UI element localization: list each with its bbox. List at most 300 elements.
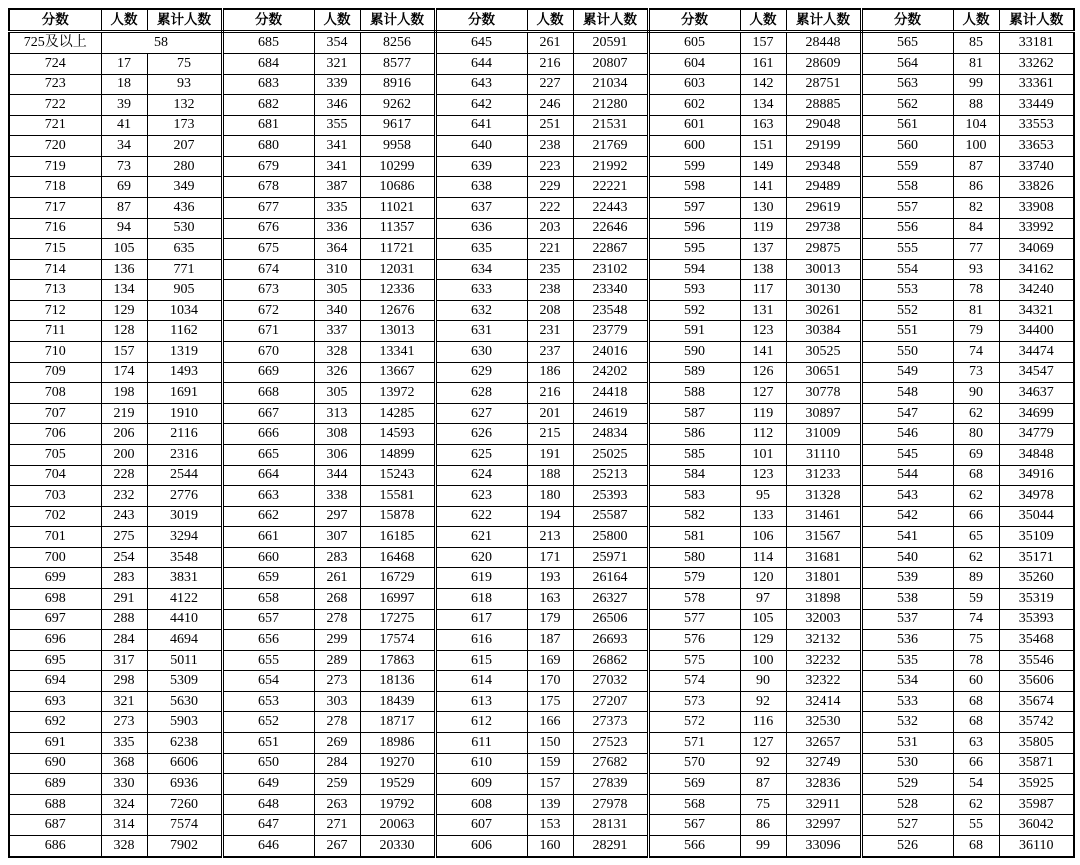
count-cell: 116 bbox=[740, 712, 786, 733]
cumulative-cell: 93 bbox=[147, 74, 222, 95]
score-cell: 624 bbox=[435, 465, 527, 486]
cumulative-cell: 17275 bbox=[360, 609, 435, 630]
table-row bbox=[9, 383, 1074, 404]
cumulative-cell: 7902 bbox=[147, 835, 222, 857]
count-cell: 269 bbox=[314, 733, 360, 754]
score-cell: 693 bbox=[9, 691, 101, 712]
table-row bbox=[9, 198, 1074, 219]
score-cell: 594 bbox=[648, 259, 740, 280]
score-cell: 662 bbox=[222, 506, 314, 527]
count-cell: 100 bbox=[953, 136, 999, 157]
score-cell: 647 bbox=[222, 815, 314, 836]
count-cell: 163 bbox=[740, 115, 786, 136]
cumulative-cell: 3831 bbox=[147, 568, 222, 589]
count-cell: 105 bbox=[740, 609, 786, 630]
count-cell: 251 bbox=[527, 115, 573, 136]
cumulative-cell: 35044 bbox=[999, 506, 1074, 527]
count-cell: 62 bbox=[953, 794, 999, 815]
score-cell: 561 bbox=[861, 115, 953, 136]
score-cell: 572 bbox=[648, 712, 740, 733]
count-cell: 268 bbox=[314, 588, 360, 609]
score-cell: 575 bbox=[648, 650, 740, 671]
table-row bbox=[9, 177, 1074, 198]
cumulative-cell: 21531 bbox=[573, 115, 648, 136]
count-cell: 267 bbox=[314, 835, 360, 857]
count-cell: 237 bbox=[527, 342, 573, 363]
cumulative-cell: 13341 bbox=[360, 342, 435, 363]
table-row bbox=[9, 609, 1074, 630]
header-score: 分数 bbox=[648, 9, 740, 32]
count-cell: 163 bbox=[527, 588, 573, 609]
cumulative-cell: 5903 bbox=[147, 712, 222, 733]
score-cell: 531 bbox=[861, 733, 953, 754]
count-cell: 175 bbox=[527, 691, 573, 712]
count-cell: 112 bbox=[740, 424, 786, 445]
cumulative-cell: 18717 bbox=[360, 712, 435, 733]
count-cell: 261 bbox=[527, 32, 573, 54]
score-cell: 565 bbox=[861, 32, 953, 54]
cumulative-cell: 35260 bbox=[999, 568, 1074, 589]
count-cell: 193 bbox=[527, 568, 573, 589]
cumulative-cell: 26862 bbox=[573, 650, 648, 671]
score-cell: 674 bbox=[222, 259, 314, 280]
score-cell: 582 bbox=[648, 506, 740, 527]
cumulative-cell: 23102 bbox=[573, 259, 648, 280]
count-cell: 336 bbox=[314, 218, 360, 239]
count-cell: 238 bbox=[527, 136, 573, 157]
header-count: 人数 bbox=[953, 9, 999, 32]
cumulative-cell: 34916 bbox=[999, 465, 1074, 486]
count-cell: 161 bbox=[740, 53, 786, 74]
score-cell: 599 bbox=[648, 156, 740, 177]
cumulative-cell: 29738 bbox=[786, 218, 861, 239]
cumulative-cell: 14593 bbox=[360, 424, 435, 445]
cumulative-cell: 26506 bbox=[573, 609, 648, 630]
cumulative-cell: 280 bbox=[147, 156, 222, 177]
score-cell: 673 bbox=[222, 280, 314, 301]
table-row bbox=[9, 588, 1074, 609]
count-cell: 157 bbox=[101, 342, 147, 363]
score-cell: 549 bbox=[861, 362, 953, 383]
count-cell: 283 bbox=[101, 568, 147, 589]
count-cell: 159 bbox=[527, 753, 573, 774]
cumulative-cell: 6936 bbox=[147, 774, 222, 795]
count-cell: 89 bbox=[953, 568, 999, 589]
cumulative-cell: 29199 bbox=[786, 136, 861, 157]
cumulative-cell: 20330 bbox=[360, 835, 435, 857]
cumulative-cell: 32836 bbox=[786, 774, 861, 795]
score-cell: 692 bbox=[9, 712, 101, 733]
score-cell: 600 bbox=[648, 136, 740, 157]
cumulative-cell: 13667 bbox=[360, 362, 435, 383]
count-cell: 63 bbox=[953, 733, 999, 754]
score-cell: 699 bbox=[9, 568, 101, 589]
score-cell: 623 bbox=[435, 486, 527, 507]
count-cell: 123 bbox=[740, 321, 786, 342]
cumulative-cell: 29489 bbox=[786, 177, 861, 198]
cumulative-cell: 31801 bbox=[786, 568, 861, 589]
count-cell: 335 bbox=[101, 733, 147, 754]
cumulative-cell: 24016 bbox=[573, 342, 648, 363]
score-cell: 547 bbox=[861, 403, 953, 424]
cumulative-cell: 29875 bbox=[786, 239, 861, 260]
count-cell: 86 bbox=[953, 177, 999, 198]
cumulative-cell: 32657 bbox=[786, 733, 861, 754]
cumulative-cell: 13013 bbox=[360, 321, 435, 342]
table-row bbox=[9, 650, 1074, 671]
score-cell: 537 bbox=[861, 609, 953, 630]
cumulative-cell: 14899 bbox=[360, 444, 435, 465]
score-cell: 709 bbox=[9, 362, 101, 383]
table-row bbox=[9, 239, 1074, 260]
cumulative-cell: 27978 bbox=[573, 794, 648, 815]
score-distribution-table bbox=[8, 8, 1075, 858]
count-cell: 141 bbox=[740, 177, 786, 198]
cumulative-cell: 33826 bbox=[999, 177, 1074, 198]
cumulative-cell: 4410 bbox=[147, 609, 222, 630]
cumulative-cell: 32749 bbox=[786, 753, 861, 774]
cumulative-cell: 16729 bbox=[360, 568, 435, 589]
score-cell: 529 bbox=[861, 774, 953, 795]
score-cell: 601 bbox=[648, 115, 740, 136]
score-cell: 704 bbox=[9, 465, 101, 486]
count-cell: 117 bbox=[740, 280, 786, 301]
score-cell: 694 bbox=[9, 671, 101, 692]
cumulative-cell: 21280 bbox=[573, 95, 648, 116]
score-cell: 642 bbox=[435, 95, 527, 116]
cumulative-cell: 33553 bbox=[999, 115, 1074, 136]
score-cell: 558 bbox=[861, 177, 953, 198]
count-cell: 127 bbox=[740, 383, 786, 404]
cumulative-cell: 771 bbox=[147, 259, 222, 280]
table-row bbox=[9, 136, 1074, 157]
score-cell: 706 bbox=[9, 424, 101, 445]
score-cell: 559 bbox=[861, 156, 953, 177]
count-cell: 54 bbox=[953, 774, 999, 795]
cumulative-cell: 20591 bbox=[573, 32, 648, 54]
score-cell: 616 bbox=[435, 630, 527, 651]
cumulative-cell: 5011 bbox=[147, 650, 222, 671]
score-cell: 671 bbox=[222, 321, 314, 342]
cumulative-cell: 31461 bbox=[786, 506, 861, 527]
cumulative-cell: 32232 bbox=[786, 650, 861, 671]
count-cell: 273 bbox=[101, 712, 147, 733]
score-cell: 645 bbox=[435, 32, 527, 54]
table-row bbox=[9, 794, 1074, 815]
cumulative-cell: 26693 bbox=[573, 630, 648, 651]
cumulative-cell: 207 bbox=[147, 136, 222, 157]
score-cell: 660 bbox=[222, 547, 314, 568]
count-cell: 231 bbox=[527, 321, 573, 342]
score-cell: 713 bbox=[9, 280, 101, 301]
count-cell: 201 bbox=[527, 403, 573, 424]
cumulative-cell: 8916 bbox=[360, 74, 435, 95]
cumulative-cell: 19529 bbox=[360, 774, 435, 795]
count-cell: 66 bbox=[953, 506, 999, 527]
count-cell: 127 bbox=[740, 733, 786, 754]
count-cell: 298 bbox=[101, 671, 147, 692]
count-cell: 120 bbox=[740, 568, 786, 589]
cumulative-cell: 35171 bbox=[999, 547, 1074, 568]
count-cell: 273 bbox=[314, 671, 360, 692]
count-cell: 62 bbox=[953, 547, 999, 568]
count-cell: 341 bbox=[314, 136, 360, 157]
table-row bbox=[9, 342, 1074, 363]
count-cell: 94 bbox=[101, 218, 147, 239]
score-cell: 580 bbox=[648, 547, 740, 568]
score-cell: 556 bbox=[861, 218, 953, 239]
cumulative-cell: 35805 bbox=[999, 733, 1074, 754]
score-cell: 717 bbox=[9, 198, 101, 219]
score-cell: 725及以上 bbox=[9, 32, 101, 54]
score-cell: 710 bbox=[9, 342, 101, 363]
cumulative-cell: 31009 bbox=[786, 424, 861, 445]
score-cell: 548 bbox=[861, 383, 953, 404]
cumulative-cell: 8577 bbox=[360, 53, 435, 74]
count-cell: 364 bbox=[314, 239, 360, 260]
count-cell: 216 bbox=[527, 383, 573, 404]
header-score: 分数 bbox=[222, 9, 314, 32]
count-cell: 78 bbox=[953, 280, 999, 301]
count-cell: 305 bbox=[314, 280, 360, 301]
table-row bbox=[9, 115, 1074, 136]
count-cell: 137 bbox=[740, 239, 786, 260]
table-row bbox=[9, 568, 1074, 589]
score-cell: 668 bbox=[222, 383, 314, 404]
table-row bbox=[9, 95, 1074, 116]
cumulative-cell: 1910 bbox=[147, 403, 222, 424]
score-cell: 593 bbox=[648, 280, 740, 301]
score-cell: 566 bbox=[648, 835, 740, 857]
cumulative-cell: 132 bbox=[147, 95, 222, 116]
score-cell: 567 bbox=[648, 815, 740, 836]
cumulative-cell: 27207 bbox=[573, 691, 648, 712]
cumulative-cell: 32997 bbox=[786, 815, 861, 836]
count-cell: 305 bbox=[314, 383, 360, 404]
cumulative-cell: 173 bbox=[147, 115, 222, 136]
score-cell: 628 bbox=[435, 383, 527, 404]
count-cell: 335 bbox=[314, 198, 360, 219]
score-cell: 626 bbox=[435, 424, 527, 445]
score-cell: 552 bbox=[861, 300, 953, 321]
cumulative-cell: 31567 bbox=[786, 527, 861, 548]
count-cell: 141 bbox=[740, 342, 786, 363]
count-cell: 206 bbox=[101, 424, 147, 445]
score-cell: 588 bbox=[648, 383, 740, 404]
count-cell: 129 bbox=[101, 300, 147, 321]
cumulative-cell: 30651 bbox=[786, 362, 861, 383]
cumulative-cell: 20807 bbox=[573, 53, 648, 74]
score-cell: 627 bbox=[435, 403, 527, 424]
count-cell: 166 bbox=[527, 712, 573, 733]
cumulative-cell: 35674 bbox=[999, 691, 1074, 712]
score-cell: 672 bbox=[222, 300, 314, 321]
count-cell: 179 bbox=[527, 609, 573, 630]
cumulative-cell: 24834 bbox=[573, 424, 648, 445]
score-cell: 534 bbox=[861, 671, 953, 692]
count-cell: 139 bbox=[527, 794, 573, 815]
count-cell: 92 bbox=[740, 753, 786, 774]
cumulative-cell: 1319 bbox=[147, 342, 222, 363]
count-cell: 310 bbox=[314, 259, 360, 280]
score-cell: 722 bbox=[9, 95, 101, 116]
count-cell: 271 bbox=[314, 815, 360, 836]
cumulative-cell: 25800 bbox=[573, 527, 648, 548]
score-cell: 581 bbox=[648, 527, 740, 548]
score-cell: 532 bbox=[861, 712, 953, 733]
cumulative-cell: 34069 bbox=[999, 239, 1074, 260]
cumulative-cell: 17863 bbox=[360, 650, 435, 671]
count-cell: 284 bbox=[314, 753, 360, 774]
table-row bbox=[9, 32, 1074, 54]
cumulative-cell: 34240 bbox=[999, 280, 1074, 301]
cumulative-cell: 12031 bbox=[360, 259, 435, 280]
count-cell: 106 bbox=[740, 527, 786, 548]
count-cell: 136 bbox=[101, 259, 147, 280]
table-row bbox=[9, 259, 1074, 280]
table-row bbox=[9, 671, 1074, 692]
count-cell: 213 bbox=[527, 527, 573, 548]
cumulative-cell: 33653 bbox=[999, 136, 1074, 157]
count-cell: 229 bbox=[527, 177, 573, 198]
score-cell: 526 bbox=[861, 835, 953, 857]
count-cell: 129 bbox=[740, 630, 786, 651]
score-cell: 653 bbox=[222, 691, 314, 712]
cumulative-cell: 2316 bbox=[147, 444, 222, 465]
table-row bbox=[9, 403, 1074, 424]
count-cell: 73 bbox=[953, 362, 999, 383]
cumulative-cell: 25025 bbox=[573, 444, 648, 465]
header-cumulative: 累计人数 bbox=[573, 9, 648, 32]
score-cell: 551 bbox=[861, 321, 953, 342]
score-cell: 705 bbox=[9, 444, 101, 465]
count-cell: 128 bbox=[101, 321, 147, 342]
score-cell: 632 bbox=[435, 300, 527, 321]
score-cell: 603 bbox=[648, 74, 740, 95]
cumulative-cell: 15243 bbox=[360, 465, 435, 486]
count-cell: 232 bbox=[101, 486, 147, 507]
count-cell: 313 bbox=[314, 403, 360, 424]
score-cell: 536 bbox=[861, 630, 953, 651]
count-cell: 261 bbox=[314, 568, 360, 589]
count-cell: 81 bbox=[953, 300, 999, 321]
cumulative-cell: 3019 bbox=[147, 506, 222, 527]
count-cell: 223 bbox=[527, 156, 573, 177]
count-cell: 39 bbox=[101, 95, 147, 116]
cumulative-cell: 3294 bbox=[147, 527, 222, 548]
cumulative-cell: 21769 bbox=[573, 136, 648, 157]
score-cell: 530 bbox=[861, 753, 953, 774]
cumulative-cell: 30130 bbox=[786, 280, 861, 301]
table-row bbox=[9, 815, 1074, 836]
score-cell: 702 bbox=[9, 506, 101, 527]
count-cell: 297 bbox=[314, 506, 360, 527]
table-row bbox=[9, 465, 1074, 486]
cumulative-cell: 34699 bbox=[999, 403, 1074, 424]
cumulative-cell: 4122 bbox=[147, 588, 222, 609]
count-cell: 198 bbox=[101, 383, 147, 404]
score-cell: 646 bbox=[222, 835, 314, 857]
score-cell: 707 bbox=[9, 403, 101, 424]
table-row bbox=[9, 300, 1074, 321]
count-cell: 18 bbox=[101, 74, 147, 95]
count-cell: 100 bbox=[740, 650, 786, 671]
cumulative-cell: 34162 bbox=[999, 259, 1074, 280]
cumulative-cell: 25971 bbox=[573, 547, 648, 568]
count-cell: 73 bbox=[101, 156, 147, 177]
cumulative-cell: 15581 bbox=[360, 486, 435, 507]
cumulative-cell: 34474 bbox=[999, 342, 1074, 363]
score-cell: 719 bbox=[9, 156, 101, 177]
cumulative-cell: 14285 bbox=[360, 403, 435, 424]
count-cell: 330 bbox=[101, 774, 147, 795]
score-cell: 721 bbox=[9, 115, 101, 136]
cumulative-cell: 530 bbox=[147, 218, 222, 239]
count-cell: 119 bbox=[740, 218, 786, 239]
cumulative-cell: 349 bbox=[147, 177, 222, 198]
cumulative-cell: 75 bbox=[147, 53, 222, 74]
score-cell: 666 bbox=[222, 424, 314, 445]
count-cell: 105 bbox=[101, 239, 147, 260]
cumulative-cell: 23779 bbox=[573, 321, 648, 342]
count-cell: 344 bbox=[314, 465, 360, 486]
score-cell: 550 bbox=[861, 342, 953, 363]
count-cell: 78 bbox=[953, 650, 999, 671]
score-cell: 663 bbox=[222, 486, 314, 507]
score-cell: 716 bbox=[9, 218, 101, 239]
score-cell: 573 bbox=[648, 691, 740, 712]
score-cell: 634 bbox=[435, 259, 527, 280]
count-cell: 174 bbox=[101, 362, 147, 383]
cumulative-cell: 10686 bbox=[360, 177, 435, 198]
score-cell: 680 bbox=[222, 136, 314, 157]
cumulative-cell: 28131 bbox=[573, 815, 648, 836]
cumulative-cell: 33908 bbox=[999, 198, 1074, 219]
count-cell: 355 bbox=[314, 115, 360, 136]
cumulative-cell: 26327 bbox=[573, 588, 648, 609]
cumulative-cell: 4694 bbox=[147, 630, 222, 651]
header-cumulative: 累计人数 bbox=[360, 9, 435, 32]
count-cell: 95 bbox=[740, 486, 786, 507]
score-cell: 711 bbox=[9, 321, 101, 342]
count-cell: 150 bbox=[527, 733, 573, 754]
cumulative-cell: 7574 bbox=[147, 815, 222, 836]
score-cell: 696 bbox=[9, 630, 101, 651]
count-cell: 131 bbox=[740, 300, 786, 321]
score-cell: 571 bbox=[648, 733, 740, 754]
cumulative-cell: 9617 bbox=[360, 115, 435, 136]
cumulative-cell: 18439 bbox=[360, 691, 435, 712]
cumulative-cell: 16468 bbox=[360, 547, 435, 568]
count-cell: 81 bbox=[953, 53, 999, 74]
count-cell: 317 bbox=[101, 650, 147, 671]
score-cell: 615 bbox=[435, 650, 527, 671]
cumulative-cell: 19792 bbox=[360, 794, 435, 815]
score-cell: 637 bbox=[435, 198, 527, 219]
cumulative-cell: 27032 bbox=[573, 671, 648, 692]
score-cell: 569 bbox=[648, 774, 740, 795]
cumulative-cell: 12336 bbox=[360, 280, 435, 301]
count-cell: 308 bbox=[314, 424, 360, 445]
count-cell: 180 bbox=[527, 486, 573, 507]
count-cell: 80 bbox=[953, 424, 999, 445]
count-cell: 337 bbox=[314, 321, 360, 342]
score-cell: 636 bbox=[435, 218, 527, 239]
cumulative-cell: 35606 bbox=[999, 671, 1074, 692]
cumulative-cell: 33740 bbox=[999, 156, 1074, 177]
table-row bbox=[9, 362, 1074, 383]
count-cell: 69 bbox=[953, 444, 999, 465]
